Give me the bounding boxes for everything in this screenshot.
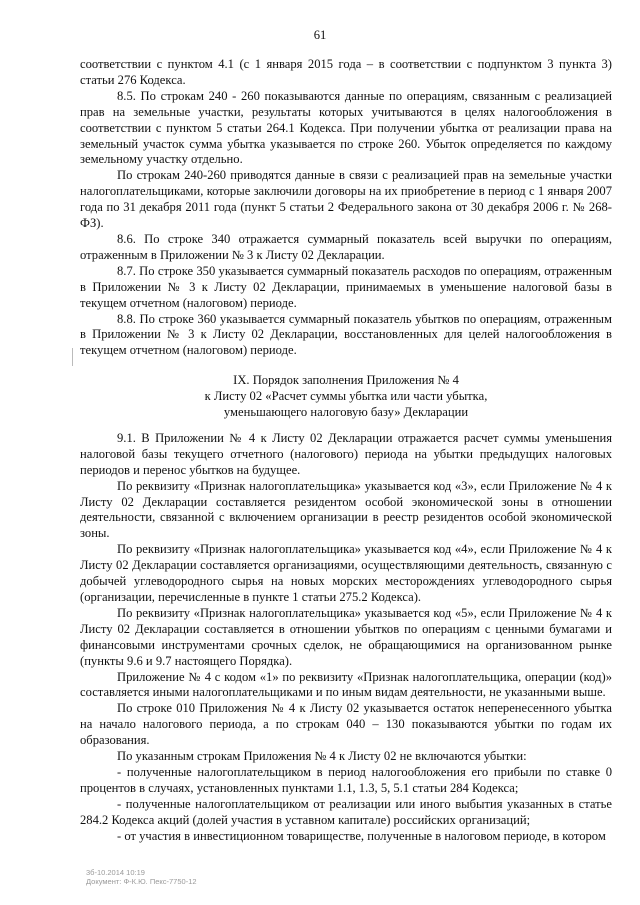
document-body bbox=[80, 57, 612, 845]
paragraph-8-5: 8.5. По строкам 240 - 260 показываются данные по операциям, связанным с реализацией прав на земельные участки, результаты которых учитываются в целях налогообложения в соответствии с пунктом 5 статьи 264.1 Кодекса. При получении убытка от реализации права на земельный участок сумма убытка указывается по строке 260. Убыток определяется по каждому земельному участку отдельно. bbox=[80, 88, 612, 167]
paragraph-code-1: Приложение № 4 с кодом «1» по реквизиту «Признак налогоплательщика, операции (код)» составляется иными налогоплательщиками и по иным видам деятельности, не указанными выше. bbox=[80, 669, 612, 700]
paragraph-exclusions-intro: По указанным строкам Приложения № 4 к Листу 02 не включаются убытки: bbox=[117, 749, 527, 764]
list-item-exclusion: - полученные налогоплательщиком в период налогообложения его прибыли по ставке 0 процентов в случаях, установленных пунктами 1.1, 1.3, 5, 5.1 статьи 284 Кодекса; bbox=[80, 764, 612, 795]
list-item-exclusion: - полученные налогоплательщиком от реализации или иного выбытия указанных в статье 284.2 Кодекса акций (долей участия в уставном капитале) российских организаций; bbox=[80, 796, 612, 827]
section-heading-line: к Листу 02 «Расчет суммы убытка или части убытка, bbox=[204, 389, 488, 404]
list-item-exclusion: - от участия в инвестиционном товариществе, полученные в налоговом периоде, в котором bbox=[117, 828, 606, 843]
paragraph-code-5: По реквизиту «Признак налогоплательщика» указывается код «5», если Приложение № 4 к Листу 02 Декларации составляется в отношении убытков по операциям с ценными бумагами и финансовыми инструментами срочных сделок, не обращающимися на организованном рынке (пункты 9.6 и 9.7 настоящего Порядка). bbox=[80, 605, 612, 668]
margin-mark bbox=[72, 348, 73, 366]
paragraph-8-8: 8.8. По строке 360 указывается суммарный показатель убытков по операциям, отраженным в Приложении № 3 к Листу 02 Декларации, восстановленных для целей налогообложения в текущем отчетном (налоговом) периоде. bbox=[80, 311, 612, 358]
paragraph-code-3: По реквизиту «Признак налогоплательщика» указывается код «3», если Приложение № 4 к Листу 02 Декларации составляется резидентом особой экономической зоны в отношении деятельности, связанной с включением организации в реестр резидентов особой экономической зоны. bbox=[80, 478, 612, 541]
paragraph-land-rights: По строкам 240-260 приводятся данные в связи с реализацией прав на земельные участки налогоплательщиками, которые заключили договоры на их приобретение в период с 1 января 2007 года по 31 декабря 2011 года (пункт 5 статьи 2 Федерального закона от 30 декабря 2006 г. № 268-ФЗ). bbox=[80, 168, 612, 231]
paragraph-code-4: По реквизиту «Признак налогоплательщика» указывается код «4», если Приложение № 4 к Листу 02 Декларации составляется организациями, осуществляющими деятельность, связанную с добычей углеводородного сырья на новых морских месторождениях углеводородного сырья (организации, перечисленные в пункте 1 статьи 275.2 Кодекса). bbox=[80, 542, 612, 604]
print-stamp bbox=[86, 868, 197, 886]
paragraph-continuation: соответствии с пунктом 4.1 (с 1 января 2015 года – в соответствии с подпунктом 3 пункта 3) статьи 276 Кодекса. bbox=[80, 57, 612, 87]
paragraph-line-010: По строке 010 Приложения № 4 к Листу 02 указывается остаток неперенесенного убытка на начало налогового периода, а по строкам 040 – 130 показываются убытки по годам их образования. bbox=[80, 701, 612, 748]
print-stamp-line: Документ: Ф-К.Ю. Пекс-7750-12 bbox=[86, 877, 197, 886]
print-stamp-line: 3б-10.2014 10:19 bbox=[86, 868, 145, 877]
section-heading-line: уменьшающего налоговую базу» Декларации bbox=[223, 405, 469, 420]
paragraph-9-1: 9.1. В Приложении № 4 к Листу 02 Декларации отражается расчет суммы уменьшения налоговой базы текущего отчетного (налогового) периода на убытки предыдущих налоговых периодов и перенос убытков на будущее. bbox=[80, 430, 612, 477]
paragraph-8-7: 8.7. По строке 350 указывается суммарный показатель расходов по операциям, отраженным в Приложении № 3 к Листу 02 Декларации, принимаемых в уменьшение налоговой базы в текущем отчетном (налоговом) периоде. bbox=[80, 263, 612, 310]
page-number: 61 bbox=[313, 28, 327, 42]
section-heading bbox=[80, 373, 612, 421]
section-heading-line: IX. Порядок заполнения Приложения № 4 bbox=[233, 373, 459, 388]
paragraph-8-6: 8.6. По строке 340 отражается суммарный показатель всей выручки по операциям, отраженным в Приложении № 3 к Листу 02 Декларации. bbox=[80, 231, 612, 262]
